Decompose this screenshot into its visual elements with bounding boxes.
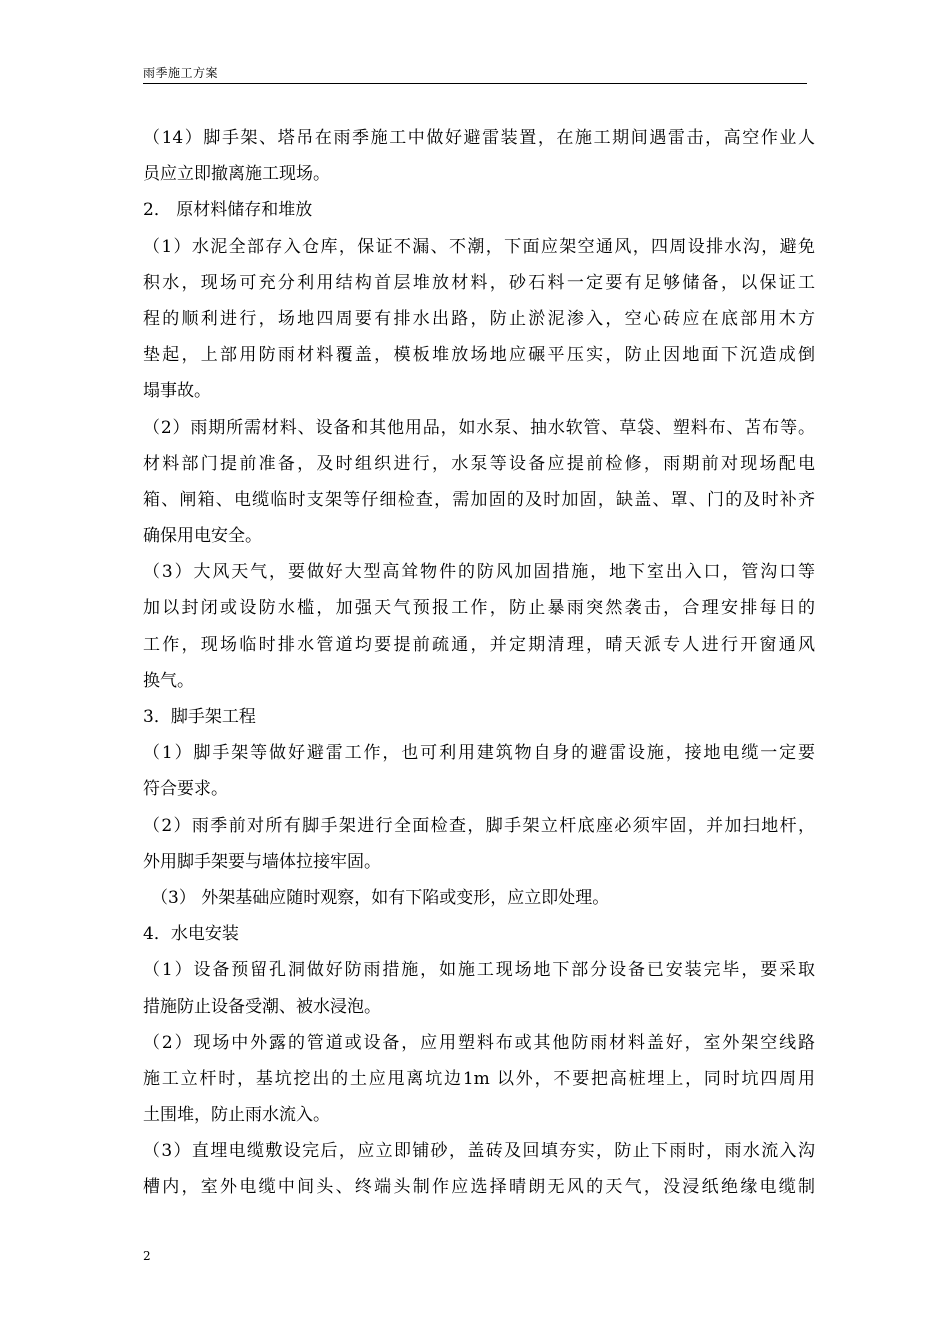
text-line: （3）直埋电缆敷设完后，应立即铺砂，盖砖及回填夯实，防止下雨时，雨水流入沟 bbox=[143, 1141, 815, 1162]
text-line: 工作，现场临时排水管道均要提前疏通，并定期清理，晴天派专人进行开窗通风 bbox=[143, 634, 815, 655]
header-divider bbox=[143, 83, 807, 84]
section-heading: 3．脚手架工程 bbox=[143, 707, 256, 727]
text-line: （2）雨季前对所有脚手架进行全面检查，脚手架立杆底座必须牢固，并加扫地杆， bbox=[143, 815, 815, 836]
text-line: （3） 外架基础应随时观察，如有下陷或变形，应立即处理。 bbox=[151, 887, 610, 908]
text-line: 确保用电安全。 bbox=[143, 526, 262, 547]
text-line: （3）大风天气，要做好大型高耸物件的防风加固措施，地下室出入口，管沟口等 bbox=[143, 562, 815, 583]
text-line: 程的顺利进行，场地四周要有排水出路，防止淤泥渗入，空心砖应在底部用木方 bbox=[143, 308, 815, 329]
text-line: （1）水泥全部存入仓库，保证不漏、不潮，下面应架空通风，四周设排水沟，避免 bbox=[143, 236, 815, 257]
text-line: 员应立即撤离施工现场。 bbox=[143, 164, 330, 185]
text-line: 塌事故。 bbox=[143, 381, 211, 402]
text-line: 符合要求。 bbox=[143, 779, 228, 800]
document-body bbox=[143, 120, 815, 1206]
text-line: 换气。 bbox=[143, 670, 194, 691]
section-heading: 2． 原材料储存和堆放 bbox=[143, 200, 313, 221]
header-title: 雨季施工方案 bbox=[143, 66, 219, 80]
text-line: 槽内，室外电缆中间头、终端头制作应选择晴朗无风的天气，没浸纸绝缘电缆制 bbox=[143, 1177, 815, 1198]
text-line: 积水，现场可充分利用结构首层堆放材料，砂石料一定要有足够储备，以保证工 bbox=[143, 272, 815, 293]
text-line: （1）设备预留孔洞做好防雨措施，如施工现场地下部分设备已安装完毕，要采取 bbox=[143, 960, 815, 981]
page-number: 2 bbox=[143, 1249, 151, 1263]
text-line: 加以封闭或设防水槛，加强天气预报工作，防止暴雨突然袭击，合理安排每日的 bbox=[143, 598, 815, 619]
text-line: 材料部门提前准备，及时组织进行，水泵等设备应提前检修，雨期前对现场配电 bbox=[143, 453, 815, 474]
text-line: （14）脚手架、塔吊在雨季施工中做好避雷装置，在施工期间遇雷击，高空作业人 bbox=[143, 128, 815, 148]
text-line: 箱、闸箱、电缆临时支架等仔细检查，需加固的及时加固，缺盖、罩、门的及时补齐 bbox=[143, 489, 815, 510]
text-line: （1）脚手架等做好避雷工作，也可利用建筑物自身的避雷设施，接地电缆一定要 bbox=[143, 743, 815, 764]
text-line: （2）雨期所需材料、设备和其他用品，如水泵、抽水软管、草袋、塑料布、苫布等。 bbox=[143, 417, 815, 438]
text-line: 垫起，上部用防雨材料覆盖，模板堆放场地应碾平压实，防止因地面下沉造成倒 bbox=[143, 345, 815, 366]
text-line: 外用脚手架要与墙体拉接牢固。 bbox=[143, 851, 381, 872]
text-line: 措施防止设备受潮、被水浸泡。 bbox=[143, 996, 381, 1017]
text-line: 施工立杆时，基坑挖出的土应甩离坑边1m 以外，不要把高桩埋上，同时坑四周用 bbox=[143, 1068, 815, 1089]
text-line: （2）现场中外露的管道或设备，应用塑料布或其他防雨材料盖好，室外架空线路 bbox=[143, 1032, 815, 1053]
text-line: 土围堆，防止雨水流入。 bbox=[143, 1105, 330, 1126]
section-heading: 4．水电安装 bbox=[143, 924, 239, 945]
